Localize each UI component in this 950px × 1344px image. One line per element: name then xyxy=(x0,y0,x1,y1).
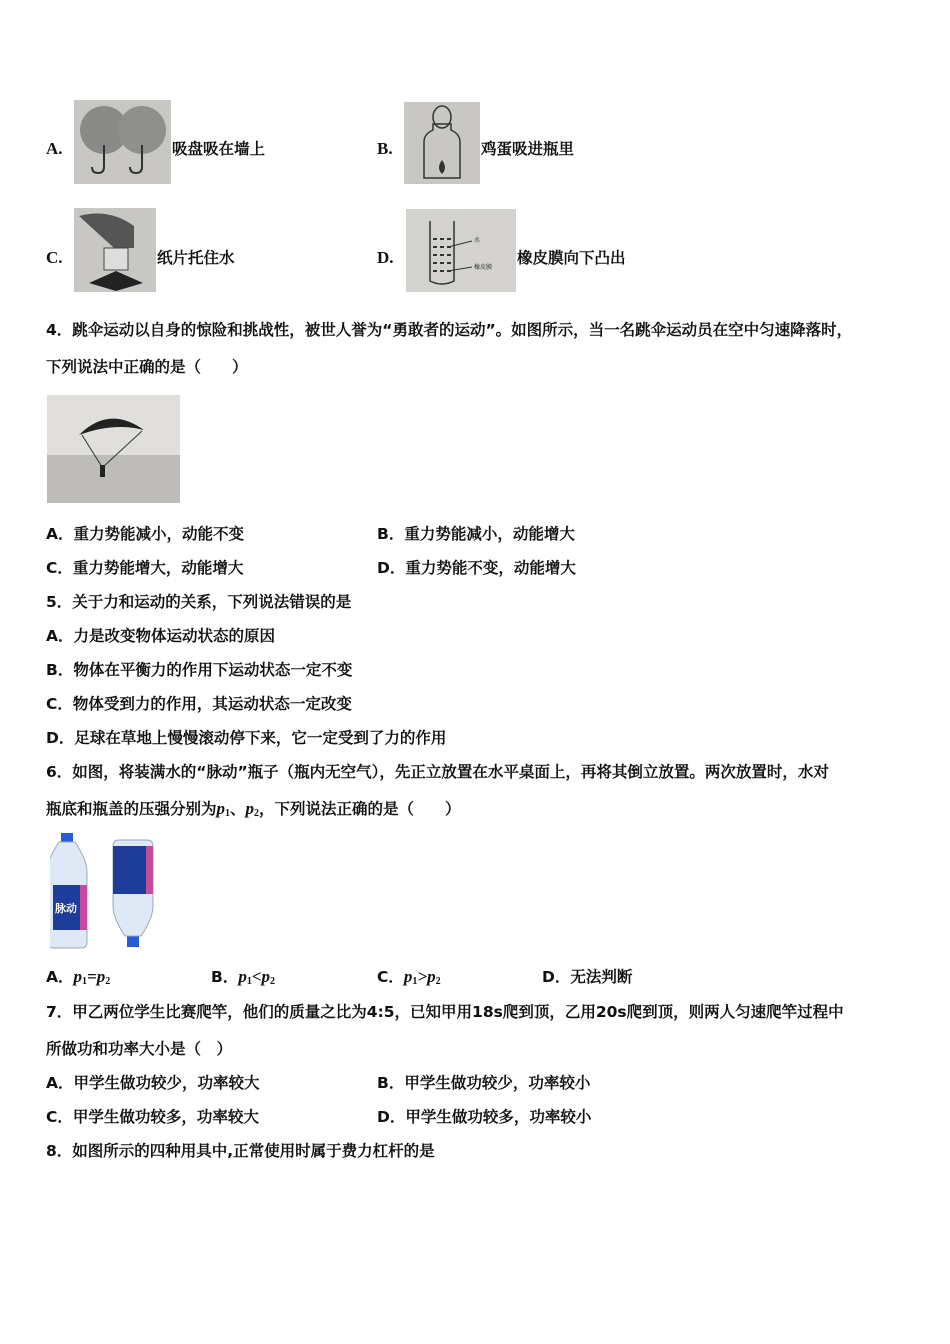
q5-option-c xyxy=(46,694,352,714)
q4-stem-line1: 4．跳伞运动以自身的惊险和挑战性，被世人誉为“勇敢者的运动”。如图所示，当一名跳伞运动员在空中匀速降落时， xyxy=(46,321,853,339)
label: B． xyxy=(46,661,74,679)
q7-option-b: B．甲学生做功较少，功率较小 xyxy=(377,1074,591,1092)
q6-option-b: B．$p_1<p_2$ xyxy=(211,967,276,987)
label: D． xyxy=(377,559,406,577)
text: 物体在平衡力的作用下运动状态一定不变 xyxy=(73,661,353,679)
text: 物体受到力的作用，其运动状态一定改变 xyxy=(72,695,352,713)
text: 重力势能不变，动能增大 xyxy=(405,559,576,577)
q4-option-c xyxy=(46,558,243,578)
q3-option-d-text: 橡皮膜向下凸出 xyxy=(517,249,626,267)
sep: 、 xyxy=(230,800,246,818)
bottle-icon xyxy=(50,830,160,950)
text: 重力势能减小，动能增大 xyxy=(404,525,575,543)
q5-stem: 5．关于力和运动的关系，下列说法错误的是 xyxy=(46,593,352,611)
suction-cup-icon xyxy=(74,100,171,184)
membrane-label: 橡皮膜 xyxy=(474,264,493,271)
hand-cup-icon xyxy=(74,208,156,292)
q7-option-d: D．甲学生做功较多，功率较小 xyxy=(377,1108,592,1126)
q3-option-c-text: 纸片托住水 xyxy=(157,249,235,267)
q4-option-a xyxy=(46,524,244,544)
water-label: 水 xyxy=(474,237,481,244)
text: 瓶底和瓶盖的压强分别为 xyxy=(46,800,217,818)
tube-icon xyxy=(406,209,516,292)
q3-option-c-label: C. xyxy=(46,248,63,267)
q3-option-a-text: 吸盘吸在墙上 xyxy=(172,140,266,158)
label: D． xyxy=(46,729,75,747)
label: B． xyxy=(377,525,405,543)
q5-option-b xyxy=(46,660,352,680)
q7-option-a: A．甲学生做功较少，功率较大 xyxy=(46,1074,260,1092)
q7-stem-line2: 所做功和功率大小是（ ） xyxy=(46,1040,233,1058)
q5-option-a xyxy=(46,626,275,646)
bottle-brand: 脉动 xyxy=(55,902,77,915)
text: 足球在草地上慢慢滚动停下来，它一定受到了力的作用 xyxy=(74,729,447,747)
text: 力是改变物体运动状态的原因 xyxy=(73,627,276,645)
q3-option-a-label: A. xyxy=(46,139,63,158)
text: 重力势能增大，动能增大 xyxy=(72,559,244,577)
q5-option-d xyxy=(46,728,446,748)
paper-water-image xyxy=(74,208,156,292)
q4-option-d xyxy=(377,558,576,578)
q6-stem-line2 xyxy=(46,799,461,824)
q4-option-b xyxy=(377,524,575,544)
q6-option-a: A．$p_1=p_2$ xyxy=(46,967,111,987)
q7-stem-line1: 7．甲乙两位学生比赛爬竿，他们的质量之比为4:5，已知甲用18s爬到顶，乙用20s爬到顶，则两人匀速爬竿过程中 xyxy=(46,1003,844,1021)
q3-option-b-text: 鸡蛋吸进瓶里 xyxy=(481,140,575,158)
label: A． xyxy=(46,525,74,543)
label: C． xyxy=(46,559,73,577)
q7-option-c: C．甲学生做功较多，功率较大 xyxy=(46,1108,259,1126)
q6-stem-line1: 6．如图，将装满水的“脉动”瓶子（瓶内无空气），先正立放置在水平桌面上，再将其倒立放置。两次放置时，水对 xyxy=(46,763,829,781)
p2: $p_2$ xyxy=(245,799,260,819)
parachute-image xyxy=(47,395,180,503)
q6-option-c: C．$p_1>p_2$ xyxy=(377,967,441,987)
text: ，下列说法正确的是（ ） xyxy=(259,800,461,818)
text: 重力势能减小，动能不变 xyxy=(73,525,245,543)
q3-option-b-label: B. xyxy=(377,139,393,158)
q6-option-d: D．无法判断 xyxy=(542,968,633,986)
label: A． xyxy=(46,627,74,645)
p1: $p_1$ xyxy=(216,799,231,819)
q8-stem: 8．如图所示的四种用具中,正常使用时属于费力杠杆的是 xyxy=(46,1142,435,1160)
q4-stem-line2: 下列说法中正确的是（ ） xyxy=(46,358,248,376)
parachutist-icon xyxy=(47,395,180,503)
egg-bottle-icon xyxy=(404,102,480,184)
egg-bottle-image xyxy=(404,102,480,184)
q3-option-d-label: D. xyxy=(377,248,394,267)
rubber-membrane-image xyxy=(406,209,516,292)
label: C． xyxy=(46,695,73,713)
bottles-image xyxy=(50,830,160,950)
suction-cup-image xyxy=(74,100,171,184)
